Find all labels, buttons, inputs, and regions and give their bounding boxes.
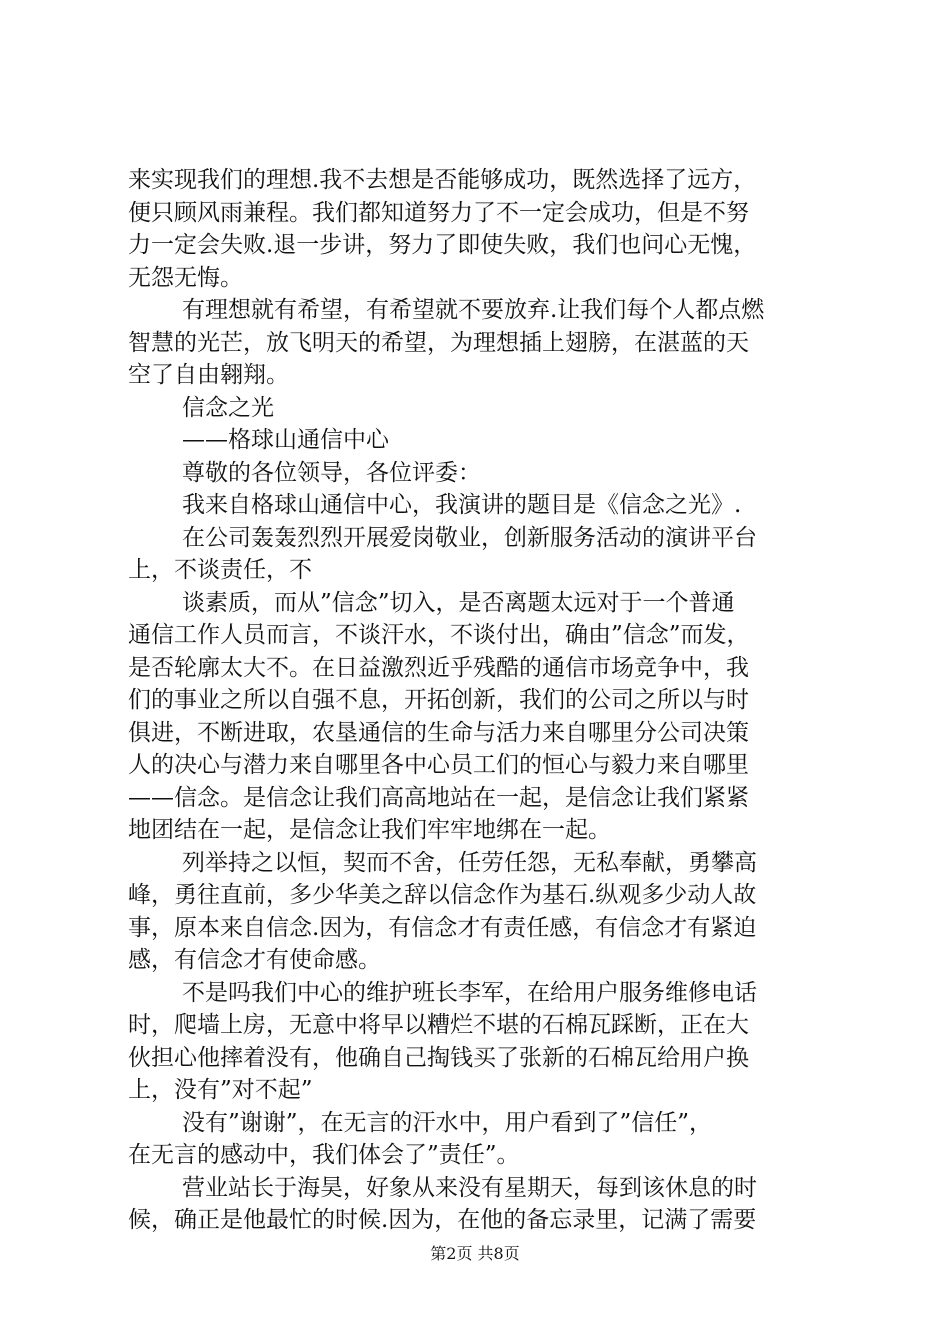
text-line: 在无言的感动中，我们体会了”责任”。	[128, 1142, 520, 1168]
text-line: 谈素质，而从”信念”切入，是否离题太远对于一个普通	[182, 589, 735, 616]
text-line: 事，原本来自信念.因为，有信念才有责任感，有信念才有紧迫	[128, 914, 757, 941]
text-line: 上，没有”对不起”	[128, 1077, 313, 1103]
text-line: 时，爬墙上房，无意中将早以糟烂不堪的石棉瓦踩断，正在大	[128, 1012, 749, 1038]
text-line: 来实现我们的理想.我不去想是否能够成功，既然选择了远方，	[128, 167, 757, 193]
text-line: 通信工作人员而言，不谈汗水，不谈付出，确由”信念”而发，	[128, 622, 750, 648]
text-line: 上，不谈责任，不	[128, 557, 312, 583]
text-line: 人的决心与潜力来自哪里各中心员工们的恒心与毅力来自哪里	[128, 752, 749, 778]
text-line: 伙担心他摔着没有，他确自己掏钱买了张新的石棉瓦给用户换	[128, 1044, 749, 1071]
text-line: 列举持之以恒，契而不舍，任劳任怨，无私奉献，勇攀高	[182, 849, 757, 876]
text-line: 智慧的光芒，放飞明天的希望，为理想插上翅膀，在湛蓝的天	[128, 329, 749, 356]
document-body	[128, 164, 828, 1237]
text-line: 无怨无悔。	[128, 264, 243, 291]
text-line: 空了自由翱翔。	[128, 362, 289, 388]
page-number-label: 第2页 共8页	[430, 1244, 520, 1263]
text-line: 俱进，不断进取，农垦通信的生命与活力来自哪里分公司决策	[128, 719, 749, 746]
text-line: 便只顾风雨兼程。我们都知道努力了不一定会成功，但是不努	[128, 199, 749, 226]
text-line: 尊敬的各位领导，各位评委：	[182, 459, 481, 486]
text-line: 候，确正是他最忙的时候.因为，在他的备忘录里，记满了需要	[128, 1207, 757, 1233]
text-line: 力一定会失败.退一步讲，努力了即使失败，我们也问心无愧，	[128, 232, 757, 258]
text-line: ——信念。是信念让我们高高地站在一起，是信念让我们紧紧	[128, 784, 749, 811]
text-line: 感，有信念才有使命感。	[128, 947, 381, 973]
text-line: 是否轮廓太大不。在日益激烈近乎残酷的通信市场竞争中，我	[128, 654, 749, 681]
text-line: 不是吗我们中心的维护班长李军，在给用户服务维修电话	[182, 979, 757, 1006]
text-line: 峰，勇往直前，多少华美之辞以信念作为基石.纵观多少动人故	[128, 882, 757, 908]
text-line: 们的事业之所以自强不息，开拓创新，我们的公司之所以与时	[128, 687, 749, 713]
text-line: 在公司轰轰烈烈开展爱岗敬业，创新服务活动的演讲平台	[182, 524, 757, 551]
page-footer	[0, 1243, 950, 1265]
text-line: 信念之光	[182, 394, 274, 421]
text-line: ——格球山通信中心	[182, 427, 389, 453]
text-line: 我来自格球山通信中心，我演讲的题目是《信念之光》.	[182, 492, 742, 518]
text-line: 地团结在一起，是信念让我们牢牢地绑在一起。	[128, 817, 611, 843]
text-line: 没有”谢谢”，在无言的汗水中，用户看到了”信任”，	[182, 1109, 713, 1136]
text-line: 营业站长于海昊，好象从来没有星期天，每到该休息的时	[182, 1174, 757, 1201]
text-line: 有理想就有希望，有希望就不要放弃.让我们每个人都点燃	[182, 297, 765, 323]
